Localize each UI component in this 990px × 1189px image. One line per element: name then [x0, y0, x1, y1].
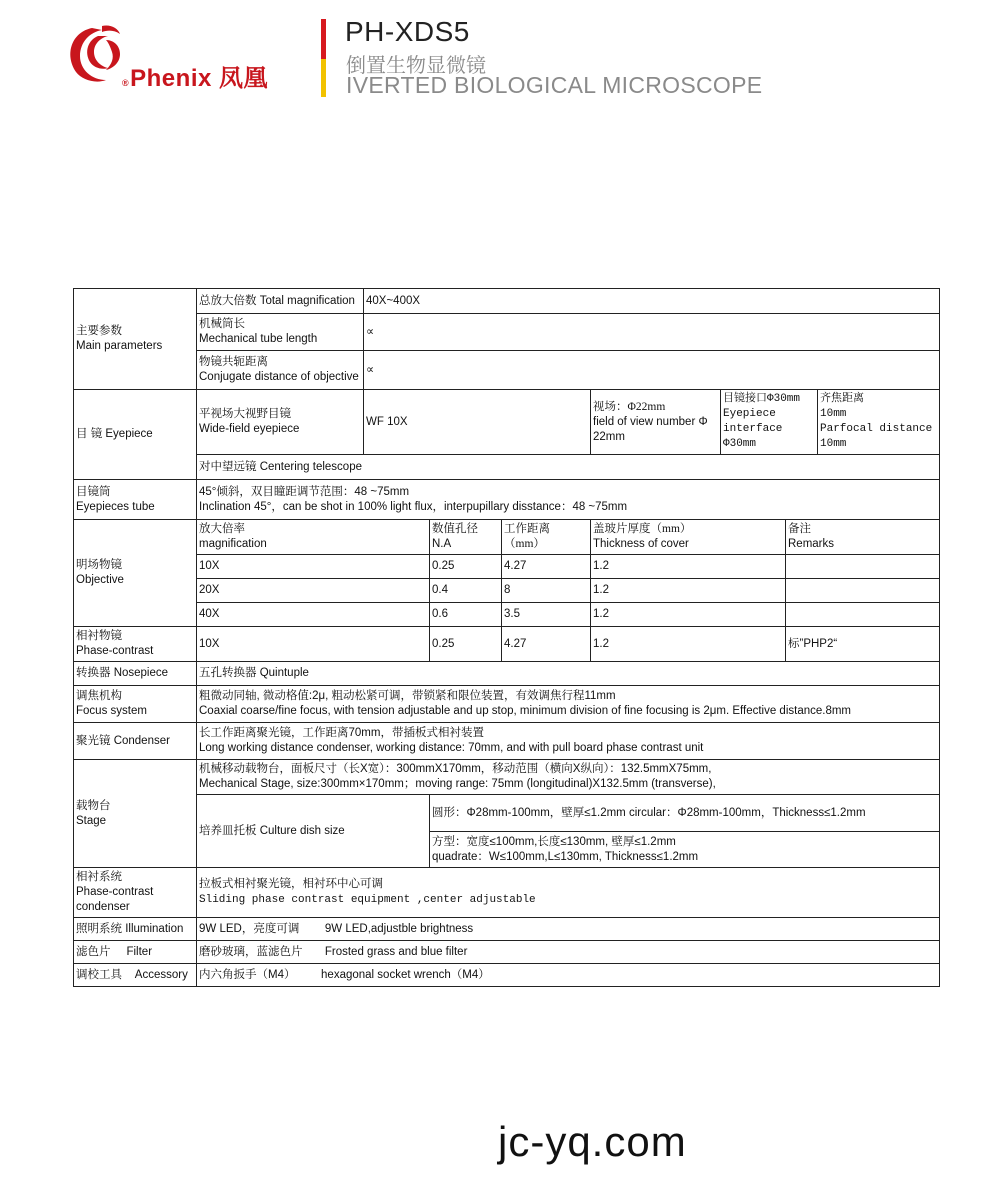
tube-length-label: 机械筒长 Mechanical tube length	[197, 314, 364, 351]
header-magnification: 放大倍率 magnification	[197, 520, 430, 555]
table-row	[74, 603, 940, 627]
culture-dish-square: 方型：宽度≤100mm,长度≤130mm, 壁厚≤1.2mm quadrate：W≤100mm,L≤130mm, Thickness≤1.2mm	[430, 832, 940, 868]
objective-cover: 1.2	[591, 555, 786, 579]
phase-cover: 1.2	[591, 627, 786, 662]
objective-remark	[786, 555, 940, 579]
conjugate-label: 物镜共轭距离 Conjugate distance of objective	[197, 351, 364, 390]
objective-wd: 3.5	[502, 603, 591, 627]
model-number: PH-XDS5	[345, 16, 470, 47]
table-row	[74, 579, 940, 603]
table-row	[74, 480, 940, 520]
objective-mag: 10X	[197, 555, 430, 579]
filter-value: 磨砂玻璃，蓝滤色片 Frosted grass and blue filter	[197, 941, 940, 964]
objective-cover: 1.2	[591, 603, 786, 627]
brand-wordmark: ®Phenix 凤凰	[122, 65, 269, 92]
table-row	[74, 662, 940, 686]
objective-wd: 4.27	[502, 555, 591, 579]
phase-condenser-value: 拉板式相衬聚光镜，相衬环中心可调 Sliding phase contrast equipment ,center adjustable	[197, 868, 940, 918]
section-accessory: 调校工具 Accessory	[74, 964, 197, 987]
table-row	[74, 941, 940, 964]
table-row	[74, 918, 940, 941]
page-header	[0, 0, 990, 110]
culture-dish-round: 圆形：Φ28mm-100mm，壁厚≤1.2mm circular：Φ28mm-100mm，Thickness≤1.2mm	[430, 795, 940, 832]
table-row	[74, 555, 940, 579]
eyepiece-interface: 目镜接口Φ30mm Eyepiece interface Φ30mm	[721, 390, 818, 455]
table-row	[74, 868, 940, 918]
conjugate-value: ∝	[364, 351, 940, 390]
section-objective: 明场物镜 Objective	[74, 520, 197, 627]
table-row	[74, 351, 940, 390]
objective-mag: 40X	[197, 603, 430, 627]
section-phase-condenser: 相衬系统 Phase-contrast condenser	[74, 868, 197, 918]
section-tube: 目镜筒 Eyepieces tube	[74, 480, 197, 520]
header-cover-thickness: 盖玻片厚度（mm） Thickness of cover	[591, 520, 786, 555]
section-condenser: 聚光镜 Condenser	[74, 723, 197, 760]
objective-na: 0.6	[430, 603, 502, 627]
objective-remark	[786, 603, 940, 627]
phase-mag: 10X	[197, 627, 430, 662]
objective-mag: 20X	[197, 579, 430, 603]
table-row	[74, 686, 940, 723]
section-illumination: 照明系统 Illumination	[74, 918, 197, 941]
table-row	[74, 723, 940, 760]
section-eyepiece: 目 镜 Eyepiece	[74, 390, 197, 480]
table-row	[74, 455, 940, 480]
objective-wd: 8	[502, 579, 591, 603]
focus-value: 粗微动同轴, 微动格值:2μ, 粗动松紧可调，带锁紧和限位装置，有效调焦行程11mm Coaxial coarse/fine focus, with tension adjustable and up stop, minimum division of fine focusing is 2μm. Effective distance.8mm	[197, 686, 940, 723]
table-row	[74, 795, 940, 832]
table-row	[74, 520, 940, 555]
phase-remark: 标”PHP2“	[786, 627, 940, 662]
title-chinese: 倒置生物显微镜	[346, 55, 486, 77]
section-stage: 载物台 Stage	[74, 760, 197, 868]
table-row	[74, 964, 940, 987]
section-focus: 调焦机构 Focus system	[74, 686, 197, 723]
culture-dish-label: 培养皿托板 Culture dish size	[197, 795, 430, 868]
header-na: 数值孔径 N.A	[430, 520, 502, 555]
table-row	[74, 627, 940, 662]
title-english: IVERTED BIOLOGICAL MICROSCOPE	[346, 72, 763, 98]
section-filter: 滤色片 Filter	[74, 941, 197, 964]
accent-bar-red	[321, 19, 326, 59]
table-row	[74, 390, 940, 455]
stage-mechanical: 机械移动载物台，面板尺寸（长X宽）：300mmX170mm，移动范围（横向X纵向）：132.5mmX75mm, Mechanical Stage, size:300mm×170mm；moving range: 75mm (longitudinal)X132.5mm (transverse),	[197, 760, 940, 795]
accent-bar-yellow	[321, 59, 326, 97]
condenser-value: 长工作距离聚光镜，工作距离70mm，带插板式相衬装置 Long working distance condenser, working distance: 70mm, and with pull board phase contrast unit	[197, 723, 940, 760]
illumination-value: 9W LED，亮度可调 9W LED,adjustble brightness	[197, 918, 940, 941]
objective-na: 0.4	[430, 579, 502, 603]
tube-length-value: ∝	[364, 314, 940, 351]
objective-remark	[786, 579, 940, 603]
objective-na: 0.25	[430, 555, 502, 579]
parfocal-distance: 齐焦距离 10mm Parfocal distance 10mm	[818, 390, 940, 455]
field-of-view: 视场：Φ22mm field of view number Φ 22mm	[591, 390, 721, 455]
total-mag-label: 总放大倍数 Total magnification	[197, 289, 364, 314]
section-main-params: 主要参数 Main parameters	[74, 289, 197, 390]
centering-telescope: 对中望远镜 Centering telescope	[197, 455, 940, 480]
footer-website: jc-yq.com	[498, 1118, 687, 1165]
wide-field-label: 平视场大视野目镜 Wide-field eyepiece	[197, 390, 364, 455]
section-phase-contrast: 相衬物镜 Phase-contrast	[74, 627, 197, 662]
accessory-value: 内六角扳手（M4） hexagonal socket wrench（M4）	[197, 964, 940, 987]
phase-na: 0.25	[430, 627, 502, 662]
header-working-distance: 工作距离 （mm）	[502, 520, 591, 555]
wide-field-value: WF 10X	[364, 390, 591, 455]
table-row	[74, 289, 940, 314]
table-row	[74, 314, 940, 351]
header-remarks: 备注 Remarks	[786, 520, 940, 555]
tube-value: 45°倾斜，双目瞳距调节范围：48 ~75mm Inclination 45°，can be shot in 100% light flux，interpupillary disstance：48 ~75mm	[197, 480, 940, 520]
total-mag-value: 40X~400X	[364, 289, 940, 314]
section-nosepiece: 转换器 Nosepiece	[74, 662, 197, 686]
phase-wd: 4.27	[502, 627, 591, 662]
spec-table	[73, 288, 940, 987]
nosepiece-value: 五孔转换器 Quintuple	[197, 662, 940, 686]
table-row	[74, 760, 940, 795]
objective-cover: 1.2	[591, 579, 786, 603]
